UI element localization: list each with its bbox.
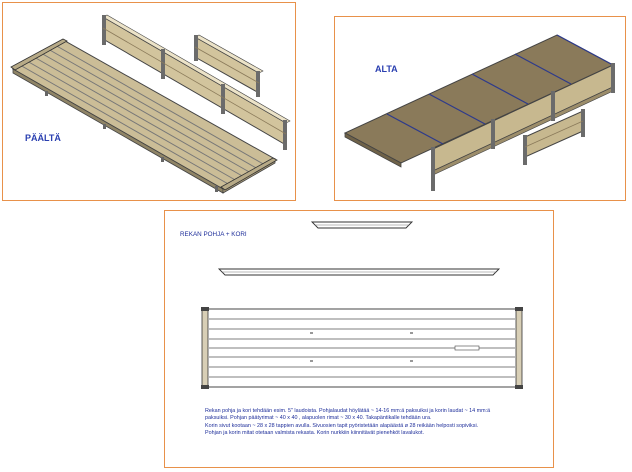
note-line: Pohjan ja korin mitat otetaan valmista rekasta. Korin nurkkiin kiinnitävät pienehköt lavalukot. [205,429,425,436]
view-from-below-panel [334,16,626,201]
view-from-above-panel [2,2,296,201]
construction-notes [205,408,535,437]
technical-drawing-panel [164,210,554,468]
note-line: paksuiksi. Pohjan päätyrimat ~ 40 x 40 , alapuolen rimat ~ 30 x 40. Takapäntikalle tehdään ura. [205,415,432,422]
note-line: Korin sivut kootaan ~ 28 x 28 tappien avulla. Sivuosien tapit pyöristetään alapäästä ø 28 reikään helposti sopiviksi. [205,422,479,429]
view-label-from-below: ALTA [375,64,398,74]
sled-bottom-view-illustration [335,17,627,202]
drawing-title: REKAN POHJA + KORI [180,231,247,238]
note-line: Rekan pohja ja kori tehdään esim. 5" laudoista. Pohjalaudat höylätää ~ 14-16 mm:ä paksuiksi ja korin laudat ~ 14 mm:ä [205,408,491,414]
sled-top-view-illustration [3,3,297,202]
view-label-from-above: PÄÄLTÄ [25,133,61,143]
